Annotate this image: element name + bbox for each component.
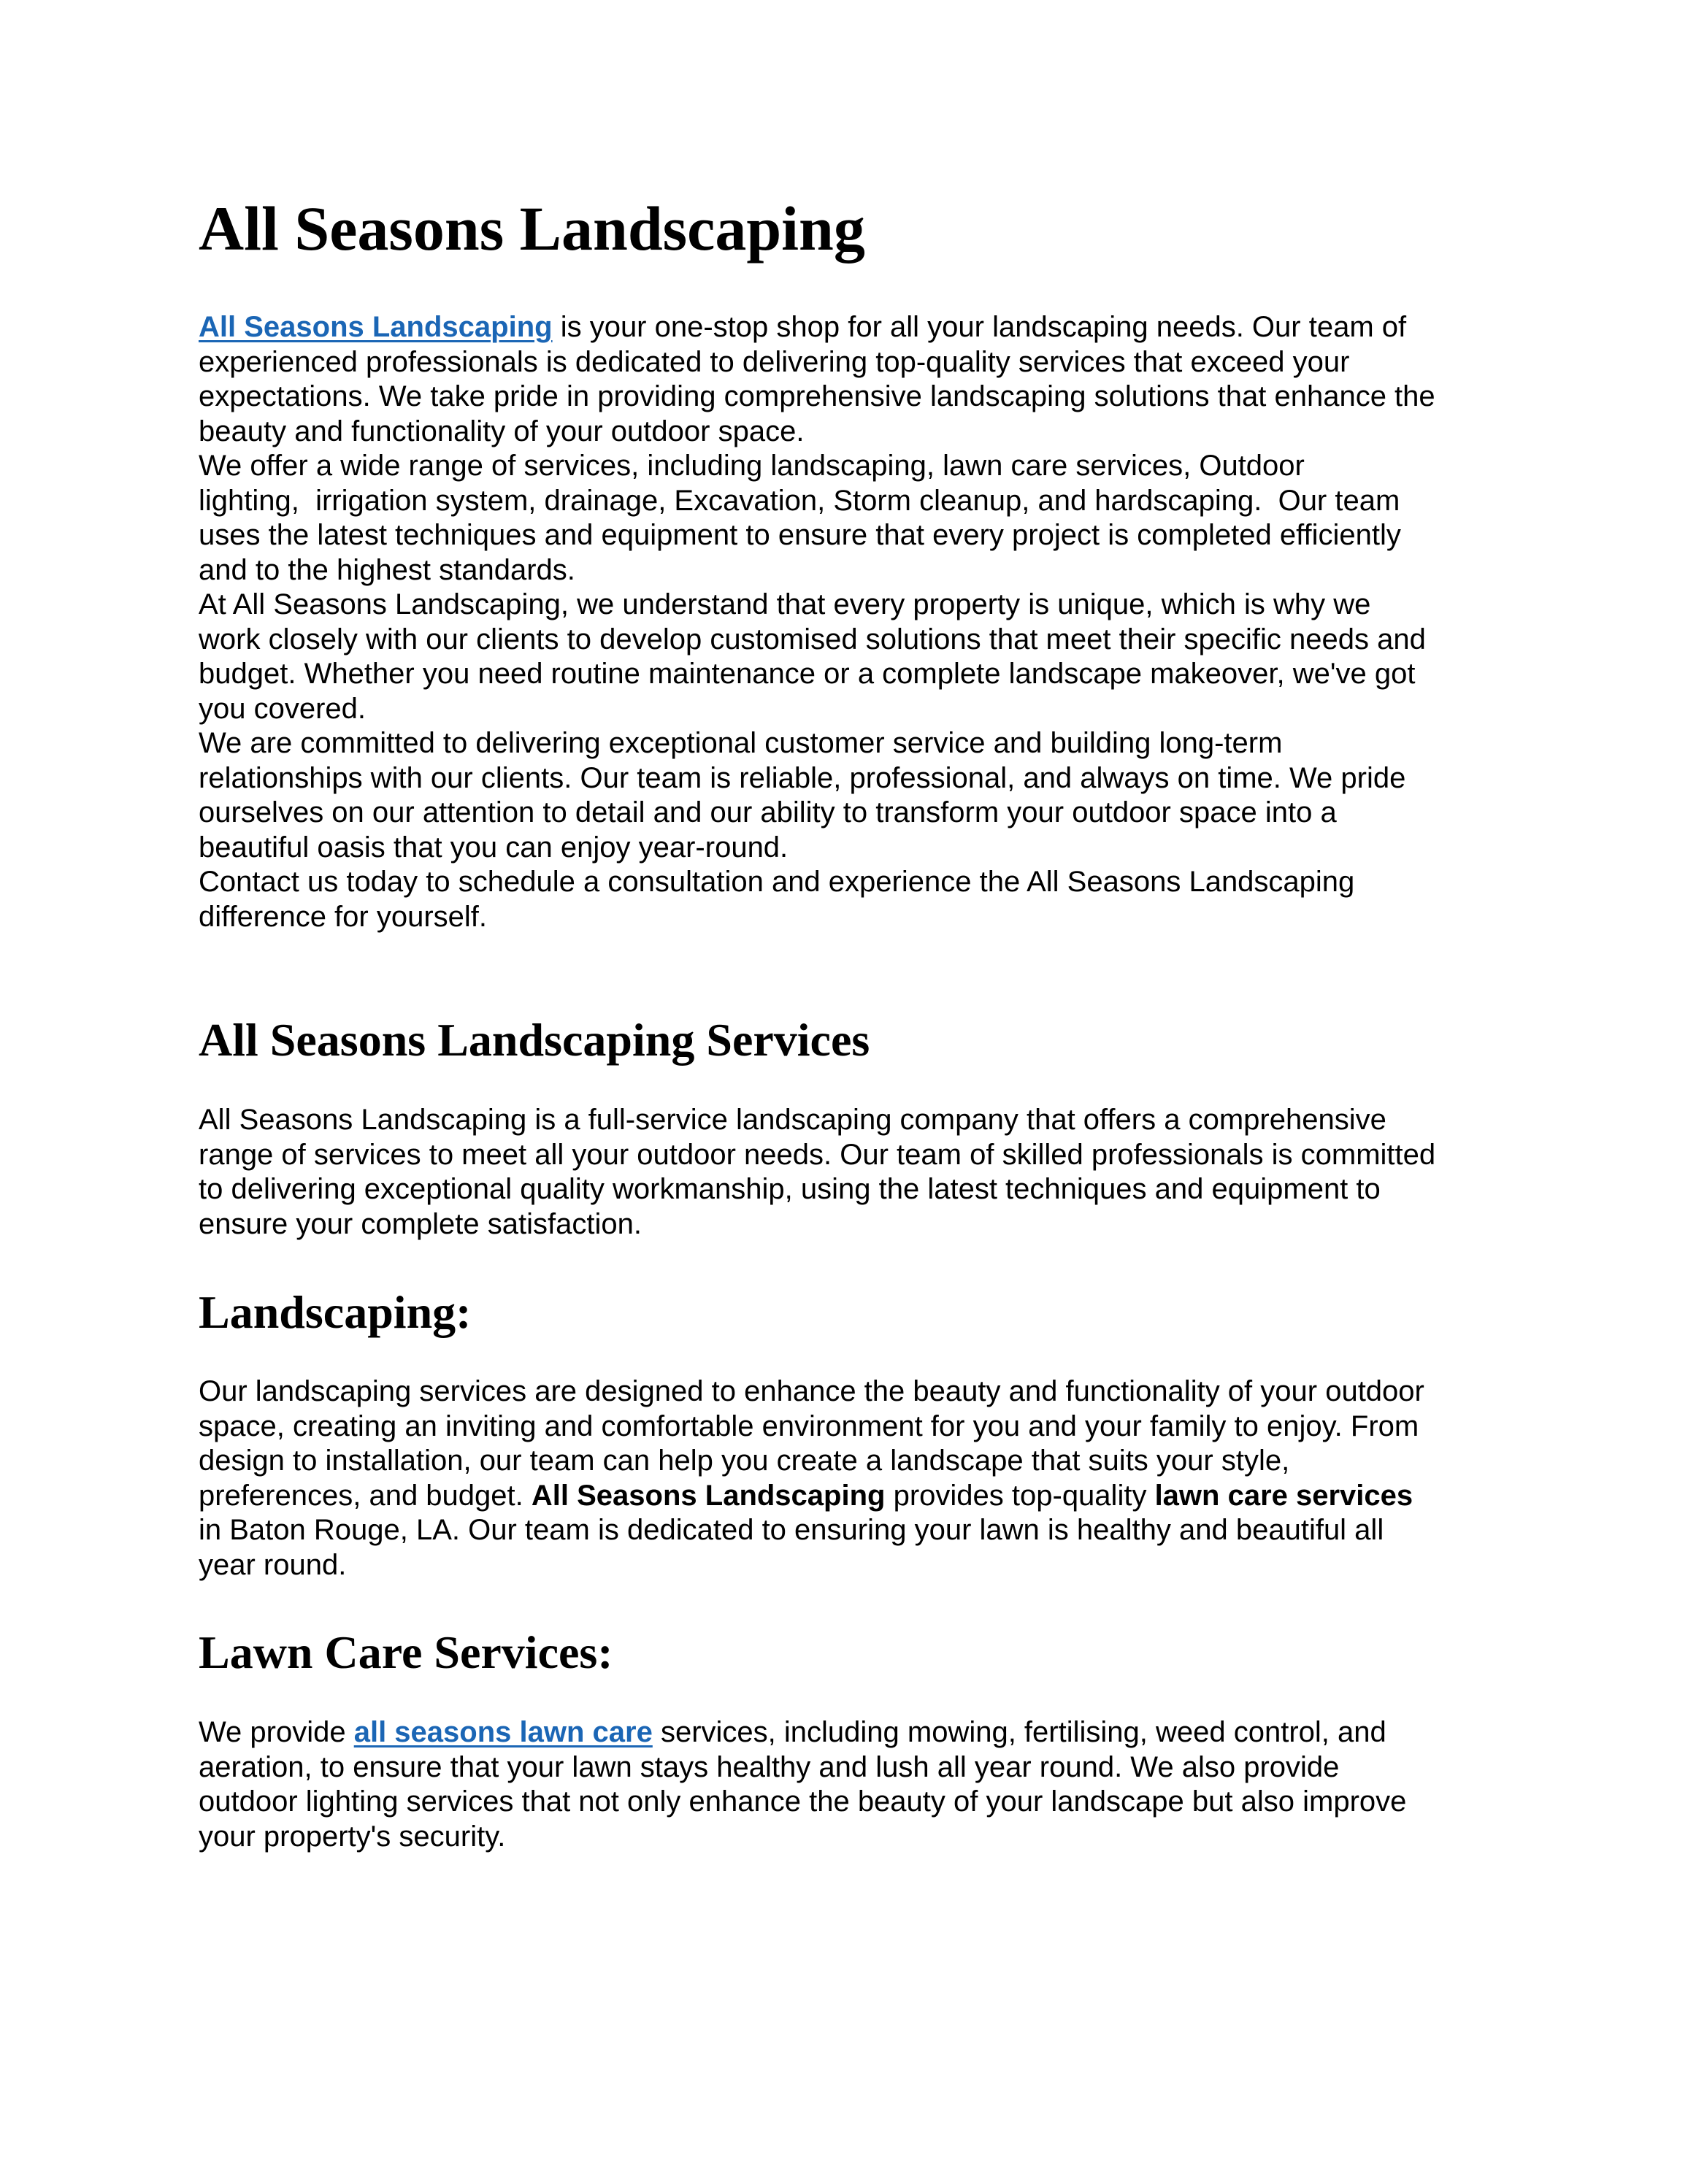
landscaping-line: year round. [199, 1548, 347, 1581]
lawn-care-line-text: We provide [199, 1716, 354, 1748]
intro-line [199, 310, 1435, 345]
landscaping-heading: Landscaping: [199, 1286, 472, 1338]
services-line: range of services to meet all your outdoor needs. Our team of skilled professionals is committed [199, 1138, 1436, 1171]
intro-line: At All Seasons Landscaping, we understand that every property is unique, which is why we [199, 588, 1371, 620]
page-title: All Seasons Landscaping [199, 193, 865, 264]
landscaping-paragraph [199, 1374, 1424, 1583]
intro-line: you covered. [199, 692, 367, 725]
lawn-care-line: your property's security. [199, 1820, 506, 1853]
intro-line: We are committed to delivering exceptional customer service and building long-term [199, 727, 1283, 759]
all-seasons-landscaping-link[interactable]: All Seasons Landscaping [199, 311, 553, 343]
intro-line: Contact us today to schedule a consultation and experience the All Seasons Landscaping [199, 866, 1355, 898]
intro-line: and to the highest standards. [199, 553, 575, 586]
lawn-care-heading: Lawn Care Services: [199, 1626, 613, 1678]
intro-line: We offer a wide range of services, including landscaping, lawn care services, Outdoor [199, 450, 1305, 482]
services-heading: All Seasons Landscaping Services [199, 1014, 870, 1066]
intro-line: expectations. We take pride in providing comprehensive landscaping solutions that enhance the [199, 380, 1435, 412]
lawn-care-line: aeration, to ensure that your lawn stays healthy and lush all year round. We also provide [199, 1750, 1340, 1783]
landscaping-line: in Baton Rouge, LA. Our team is dedicated to ensuring your lawn is healthy and beautiful all [199, 1514, 1384, 1546]
lawn-care-paragraph [199, 1715, 1406, 1854]
services-line: All Seasons Landscaping is a full-service landscaping company that offers a comprehensive [199, 1104, 1386, 1136]
intro-line-text: is your one-stop shop for all your landscaping needs. Our team of [552, 311, 1407, 343]
lawn-care-line [199, 1715, 1406, 1750]
landscaping-line-text: provides top-quality [885, 1479, 1155, 1512]
intro-line: work closely with our clients to develop customised solutions that meet their specific needs and [199, 623, 1426, 655]
intro-line: relationships with our clients. Our team is reliable, professional, and always on time. We pride [199, 761, 1406, 794]
intro-line: experienced professionals is dedicated to delivering top-quality services that exceed your [199, 345, 1350, 378]
services-paragraph [199, 1103, 1435, 1242]
landscaping-line: design to installation, our team can help you create a landscape that suits your style, [199, 1445, 1290, 1477]
intro-line: budget. Whether you need routine maintenance or a complete landscape makeover, we've got [199, 658, 1416, 690]
landscaping-line-text: preferences, and budget. [199, 1479, 532, 1512]
all-seasons-lawn-care-link[interactable]: all seasons lawn care [353, 1716, 653, 1748]
landscaping-line: space, creating an inviting and comfortable environment for you and your family to enjoy. From [199, 1410, 1419, 1442]
lawn-care-line-text: services, including mowing, fertilising, weed control, and [652, 1716, 1386, 1748]
intro-paragraph [199, 310, 1435, 934]
intro-line: difference for yourself. [199, 900, 488, 933]
services-line: to delivering exceptional quality workmanship, using the latest techniques and equipment to [199, 1173, 1381, 1205]
landscaping-line: Our landscaping services are designed to enhance the beauty and functionality of your outdoor [199, 1375, 1424, 1407]
intro-line: ourselves on our attention to detail and our ability to transform your outdoor space into a [199, 796, 1337, 828]
lawn-care-services-bold: lawn care services [1154, 1479, 1413, 1512]
business-name-bold: All Seasons Landscaping [531, 1479, 886, 1512]
intro-line: uses the latest techniques and equipment to ensure that every project is completed efficiently [199, 519, 1401, 551]
intro-line: lighting, irrigation system, drainage, Excavation, Storm cleanup, and hardscaping. Our team [199, 484, 1400, 517]
services-line: ensure your complete satisfaction. [199, 1207, 642, 1240]
intro-line: beautiful oasis that you can enjoy year-round. [199, 831, 789, 864]
intro-line: beauty and functionality of your outdoor space. [199, 415, 805, 447]
landscaping-line [199, 1479, 1424, 1514]
lawn-care-line: outdoor lighting services that not only enhance the beauty of your landscape but also improve [199, 1785, 1407, 1818]
